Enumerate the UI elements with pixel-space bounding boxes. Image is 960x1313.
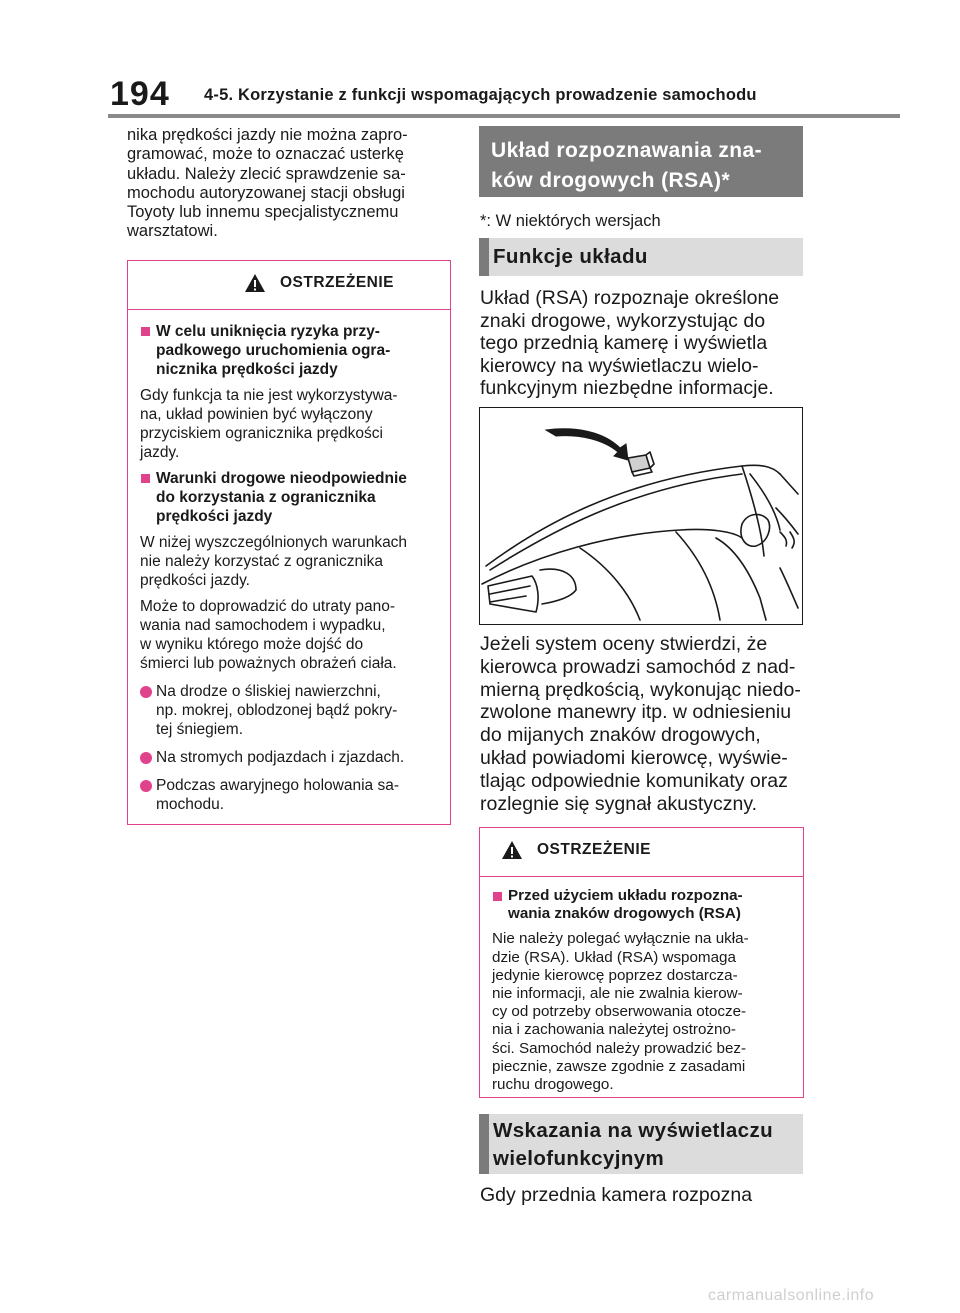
warning-title: OSTRZEŻENIE (280, 274, 395, 291)
circle-bullet-icon (140, 686, 152, 698)
warning-box-speed-limiter (127, 260, 451, 825)
warning-paragraph: W niżej wyszczególnionych warunkach nie należy korzystać z ogranicznika prędkości jazdy. (140, 534, 408, 589)
rsa-description: Układ (RSA) rozpoznaje określone znaki drogowe, wykorzystując do tego przednią kamerę i wyświetla kierowcy na wyświetlaczu wielo- funkcyjnym niezbędne informacje. (480, 287, 780, 399)
list-item: Na drodze o śliskiej nawierzchni, np. mokrej, oblodzonej bądź pokry- tej śniegiem. (140, 682, 440, 739)
text-line: nika prędkości jazdy nie można zapro- (127, 126, 408, 144)
warning-paragraph: Może to doprowadzić do utraty pano- wania nad samochodem i wypadku, w wyniku którego może dojść do śmierci lub poważnych obrażeń ciała. (140, 598, 397, 672)
pointer-arrow-icon (546, 429, 628, 460)
footnote: *: W niektórych wersjach (480, 212, 661, 230)
square-bullet-icon (493, 892, 502, 901)
square-bullet-icon (141, 474, 150, 483)
warning-box-rsa (479, 827, 804, 1098)
running-head: 4-5. Korzystanie z funkcji wspomagających prowadzenie samochodu (204, 86, 757, 104)
warning-paragraph: Nie należy polegać wyłącznie na ukła- dzie (RSA). Układ (RSA) wspomaga jedynie kierowcę poprzez dostarcza- nie informacji, ale nie zwalnia kierow- cy od potrzeby obserwowania otocze- nia i zachowania należytej ostrożno- ści. Samochód należy prowadzić bez- piecznie, zawsze zgodnie z zasadami ruchu drogowego. (492, 930, 749, 1094)
subsection-title-functions: Funkcje układu (479, 238, 803, 276)
rsa-behavior-text: Jeżeli system oceny stwierdzi, że kierowca prowadzi samochód z nad- mierną prędkością, wykonując niedo- zwolone manewry itp. w odniesieniu do mijanych znaków drogowych, układ powiadomi kierowcę, wyświe- tlając odpowiednie komunikaty oraz rozlegnie się sygnał akustyczny. (480, 633, 801, 815)
list-item: Na stromych podjazdach i zjazdach. (140, 748, 440, 767)
text-line: Toyoty lub innemu specjalistycznemu (127, 203, 399, 222)
section-title-display-indications: Wskazania na wyświetlaczu wielofunkcyjnym (479, 1114, 803, 1174)
left-intro-text (127, 126, 449, 242)
text-line: układu. Należy zlecić sprawdzenie sa- (127, 164, 406, 183)
warning-header (480, 828, 803, 877)
windshield-camera-drawing (480, 408, 801, 623)
circle-bullet-icon (140, 752, 152, 764)
text-line: warsztatowi. (127, 222, 218, 241)
continuation-text: Gdy przednia kamera rozpozna (480, 1184, 753, 1206)
square-bullet-icon (141, 327, 150, 336)
page-number: 194 (110, 75, 170, 113)
warning-header (128, 261, 450, 310)
text-line: gramować, może to oznaczać usterkę (127, 145, 404, 164)
warning-subheading: W celu uniknięcia ryzyka przy- padkowego uruchomienia ogra- nicznika prędkości jazdy (156, 323, 391, 378)
warning-subheading: Warunki drogowe nieodpowiednie do korzystania z ogranicznika prędkości jazdy (156, 470, 407, 525)
section-title-rsa: Układ rozpoznawania zna- ków drogowych (RSA)* (479, 126, 803, 197)
header-rule (108, 114, 900, 118)
list-item: Podczas awaryjnego holowania sa- mochodu. (140, 776, 440, 814)
warning-triangle-icon (244, 273, 266, 293)
warning-subheading: Przed użyciem układu rozpozna- wania znaków drogowych (RSA) (508, 887, 743, 923)
camera-illustration (479, 407, 803, 625)
watermark: carmanualsonline.info (708, 1287, 875, 1304)
warning-title: OSTRZEŻENIE (537, 841, 652, 858)
warning-paragraph: Gdy funkcja ta nie jest wykorzystywa- na, układ powinien być wyłączony przyciskiem ogranicznika prędkości jazdy. (140, 387, 398, 461)
text-line: mochodu autoryzowanej stacji obsługi (127, 183, 405, 202)
warning-triangle-icon (501, 840, 523, 860)
circle-bullet-icon (140, 780, 152, 792)
